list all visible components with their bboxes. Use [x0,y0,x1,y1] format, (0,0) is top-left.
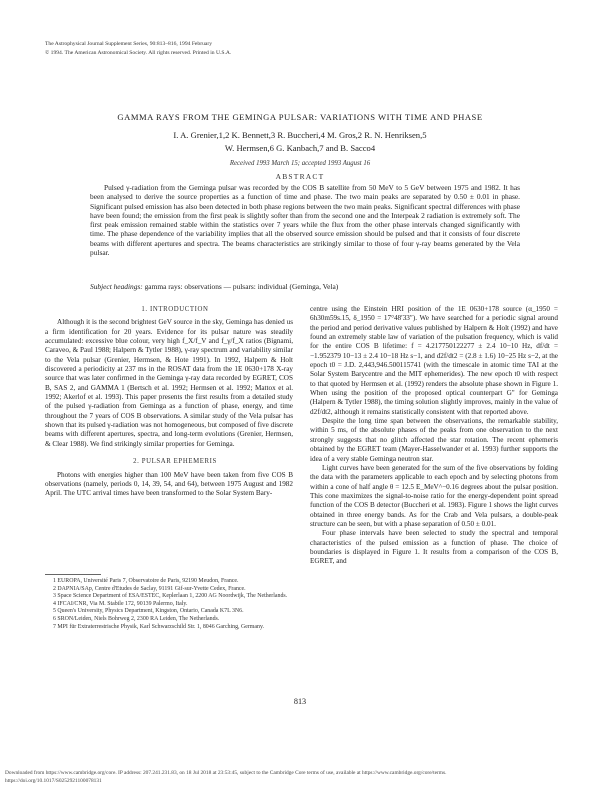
page-number: 813 [293,697,307,706]
subject-headings-text: gamma rays: observations — pulsars: individual (Geminga, Vela) [144,282,339,291]
footnotes [45,578,293,631]
copyright-line: © 1994. The American Astronomical Society. All rights reserved. Printed in U.S.A. [45,50,232,56]
abstract-text: Pulsed γ-radiation from the Geminga pulsar was recorded by the COS B satellite from 50 MeV to 5 GeV between 1975 and 1982. It has been analysed to derive the source properties as a function of time and phase. The two main peaks are separated by 0.50 ± 0.01 in phase. Significant pulsed emission has also been detected in both phase regions between the two main peaks. Significant spectral differences with phase have been found; the emission from the first peak is slightly softer than from the second one and the Interpeak 2 radiation is extremely soft. The first peak emission remained stable within the statistics over 7 years while the flux from the other phase intervals changed significantly with time. The phase dependence of the variability implies that all the observed source emission should be pulsed and that it consists of four discrete beams with different apertures and spectra. The beams characteristics are strikingly similar to those of four γ-ray beams generated by the Vela pulsar. [90,183,520,258]
subject-headings-label: Subject headings: [90,282,143,291]
ephemeris-paragraph: Photons with energies higher than 100 MeV have been taken from five COS B observations (namely, periods 0, 14, 39, 54, and 64), between 1975 August and 1982 April. The UTC arrival times have been transformed to the Solar System Bary- [45,470,293,498]
received-dates: Received 1993 March 15; accepted 1993 August 16 [229,160,371,167]
stability-paragraph: Despite the long time span between the observations, the remarkable stability, within 5 ms, of the absolute phases of the peaks from one observation to the next strongly suggests that no glitch affected the star rotation. The recent ephemeris obtained by the EGRET team (Mayer-Hasselwander et al. 1993) further supports the idea of a very stable Geminga neutron star. [310,417,558,463]
footnote: 2 DAPNIA/SAp, Centre d'Etudes de Saclay, 91191 Gif-sur-Yvette Cedex, France. [53,585,246,592]
abstract-body [90,183,520,257]
right-column [310,305,558,567]
light-curves-paragraph: Light curves have been generated for the sum of the five observations by folding the data with the parameters applicable to each epoch and by selecting photons from within a cone of half angle θ = 12.5 E_MeV^−0.16 degrees about the pulsar position. This cone maximizes the signal-to-noise ratio for the energy-dependent point spread function of the COS B detector (Buccheri et al. 1983). Figure 1 shows the light curves obtained in three energy bands. As for the Crab and Vela pulsars, a double-peak structure can be seen, but with a phase separation of 0.50 ± 0.01. [310,463,558,528]
section-heading-introduction: 1. INTRODUCTION [141,306,209,313]
download-notice: Downloaded from https://www.cambridge.org/core. IP address: 207.241.231.83, on 18 Jul 2018 at 23:53:45, subject to the Cambridge Core terms of use, available at https://www.cambridge.org/core/terms. [5,770,447,776]
footnote: 5 Queen's University, Physics Department, Kingston, Ontario, Canada K7L 3N6. [53,608,244,615]
journal-header: The Astrophysical Journal Supplement Series, 90:813–816, 1994 February [45,41,213,47]
abstract-heading: ABSTRACT [275,172,325,181]
footnote: 6 SRON/Leiden, Niels Bohrweg 2, 2300 RA Leiden, The Netherlands. [53,615,220,622]
footnote: 7 MPI für Extraterrestrische Physik, Karl Schwarzschild Str. 1, 8046 Garching, Germany. [53,623,264,630]
ephemeris-continued-paragraph: centre using the Einstein HRI position of the 1E 0630+178 source (α_1950 = 6h30m59s.15, δ_1950 = 17°48′33″). We have searched for a periodic signal around the period and period derivative values published by Halpern & Holt (1992) and have found an extremely stable law of variation of the pulsation frequency, which is valid for the entire COS B lifetime: f = 4.217750122277 ± 2.4 10−10 Hz, df/dt = −1.952379 10−13 ± 2.4 10−18 Hz s−1, and d2f/dt2 = (2.8 ± 1.6) 10−25 Hz s−2, at the epoch t0 = J.D. 2,443,946.500115741 (with the timescale in atomic time TAI at the Solar System Barycentre and the MIT ephemerides). The new epoch t0 with respect to that quoted by Hermsen et al. (1992) renders the absolute phase shown in Figure 1. When using the position of the proposed optical counterpart G" for Geminga (Halpern & Tytler 1988), the timing solution slightly improves, mainly in the value of d2f/dt2, although it remains statistically consistent with that reported above. [310,305,558,416]
authors-line-2: W. Hermsen,6 G. Kanbach,7 and B. Sacco4 [224,143,376,153]
doi-link[interactable]: https://doi.org/10.1017/S0252921100078131 [5,778,102,784]
introduction-paragraph: Although it is the second brightest GeV source in the sky, Geminga has denied us a firm identification for 20 years. Evidence for its pulsar nature was steadily accumulated: excessive blue colour, very high f_X/f_V and f_γ/f_X ratios (Bignami, Caraveo, & Paul 1988; Halpern & Tytler 1988), γ-ray spectrum and variability similar to the Vela pulsar (Grenier, Hermsen, & Hote 1991). In 1992, Halpern & Holt discovered a periodicity at 237 ms in the ROSAT data from the 1E 0630+178 X-ray source that was later confirmed in the Geminga γ-ray data recorded by EGRET, COS B, SAS 2, and GAMMA 1 (Bertsch et al. 1992; Hermsen et al. 1992; Mattox et al. 1992; Akerlof et al. 1993). This paper presents the first results from a detailed study of the pulsed γ-radiation from Geminga as a function of phase, energy, and time throughout the 7 years of COS B observations. A similar study of the Vela pulsar has shown that its pulsed γ-radiation was not homogeneous, but composed of five discrete beams with different apertures, spectra, and long-term evolutions (Grenier, Hermsen, & Clear 1988). We find strikingly similar properties for Geminga. [45,318,293,448]
footnote: 1 EUROPA, Université Paris 7, Observatoire de Paris, 92190 Meudon, France. [53,578,239,584]
left-column [45,305,293,499]
authors-line-1: I. A. Grenier,1,2 K. Bennett,3 R. Buccheri,4 M. Gros,2 R. N. Henriksen,5 [173,130,427,140]
subject-headings [90,282,520,291]
footnote: 3 Space Science Department of ESA/ESTEC, Keplerlaan 1, 2200 AG Noordwijk, The Netherlands. [53,593,288,600]
footnote-rule [45,574,101,575]
section-heading-ephemeris: 2. PULSAR EPHEMERIS [133,458,217,466]
paper-title: GAMMA RAYS FROM THE GEMINGA PULSAR: VARIATIONS WITH TIME AND PHASE [117,112,483,122]
footnote: 4 IFCAI/CNR, Via M. Stabile 172, 90139 Palermo, Italy. [53,600,188,607]
phase-intervals-paragraph: Four phase intervals have been selected to study the spectral and temporal characteristics of the pulsed emission as a function of phase. The choice of boundaries is displayed in Figure 1. It results from a comparison of the COS B, EGRET, and [310,529,558,566]
